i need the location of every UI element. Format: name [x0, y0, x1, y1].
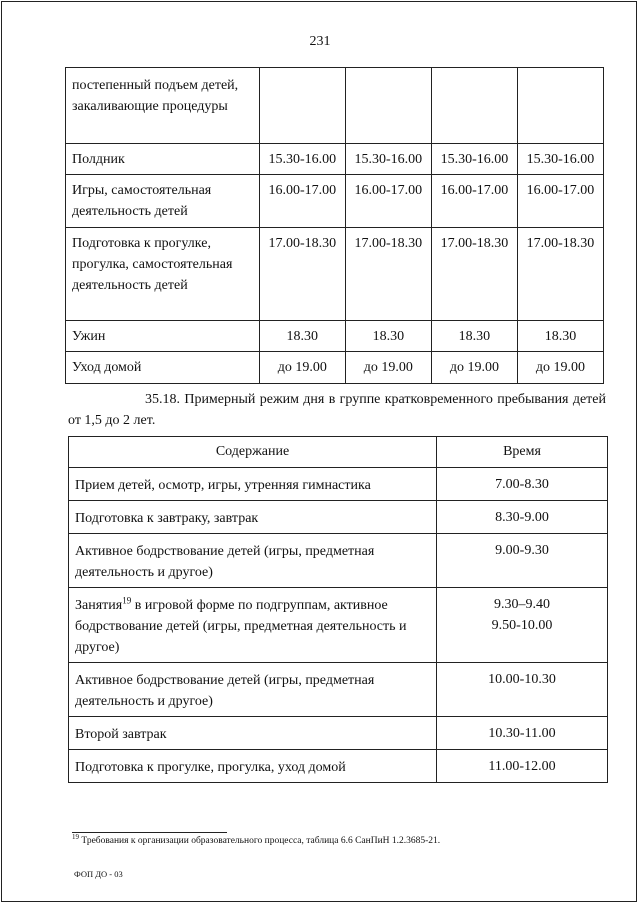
- time-cell: 18.30: [431, 321, 517, 352]
- time-cell: до 19.00: [259, 352, 345, 384]
- time-cell: 17.00-18.30: [345, 228, 431, 321]
- table-header-row: [69, 437, 608, 468]
- section-heading-line-1: 35.18. Примерный режим дня в группе кратковременного пребывания детей: [145, 392, 606, 407]
- time-cell: до 19.00: [517, 352, 603, 384]
- table-row: [66, 321, 604, 352]
- time-cell: 11.00-12.00: [437, 750, 608, 783]
- page-number: 231: [309, 34, 331, 49]
- activity-cell: Подготовка к завтраку, завтрак: [69, 501, 437, 534]
- time-cell: 16.00-17.00: [517, 175, 603, 228]
- time-cell: 18.30: [259, 321, 345, 352]
- activity-cell: Подготовка к прогулке, прогулка, уход домой: [69, 750, 437, 783]
- activity-cell: Активное бодрствование детей (игры, предметная деятельность и другое): [69, 663, 437, 717]
- time-cell: [437, 588, 608, 663]
- table-row: [69, 534, 608, 588]
- table-row: [66, 352, 604, 384]
- schedule-table: [68, 436, 608, 783]
- time-cell: 16.00-17.00: [259, 175, 345, 228]
- document-code: ФОП ДО - 03: [74, 869, 123, 879]
- time-cell: [345, 68, 431, 144]
- footnote-text: Требования к организации образовательного процесса, таблица 6.6 СанПиН 1.2.3685-21.: [79, 836, 441, 846]
- time-cell: 7.00-8.30: [437, 468, 608, 501]
- table-row: [66, 144, 604, 175]
- time-cell: 18.30: [345, 321, 431, 352]
- time-cell: до 19.00: [431, 352, 517, 384]
- footnote-divider: [72, 832, 227, 833]
- time-cell: 8.30-9.00: [437, 501, 608, 534]
- time-cell: [517, 68, 603, 144]
- time-cell: 15.30-16.00: [431, 144, 517, 175]
- table-row: [66, 68, 604, 144]
- table-row: [66, 175, 604, 228]
- time-cell: 10.30-11.00: [437, 717, 608, 750]
- activity-cell: Прием детей, осмотр, игры, утренняя гимнастика: [69, 468, 437, 501]
- table-row: [66, 228, 604, 321]
- time-cell: [259, 68, 345, 144]
- activity-cell: Активное бодрствование детей (игры, предметная деятельность и другое): [69, 534, 437, 588]
- time-cell: 15.30-16.00: [345, 144, 431, 175]
- footnote-marker: 19: [72, 832, 79, 841]
- column-header-time: Время: [437, 437, 608, 468]
- activity-cell: Второй завтрак: [69, 717, 437, 750]
- time-cell: до 19.00: [345, 352, 431, 384]
- time-cell: 15.30-16.00: [259, 144, 345, 175]
- time-cell: 17.00-18.30: [517, 228, 603, 321]
- table-row: [69, 717, 608, 750]
- time-cell: 17.00-18.30: [431, 228, 517, 321]
- table-row: [69, 750, 608, 783]
- time-cell: 16.00-17.00: [345, 175, 431, 228]
- activity-cell: Подготовка к прогулке, прогулка, самостоятельная деятельность детей: [66, 228, 260, 321]
- activity-cell: Полдник: [66, 144, 260, 175]
- footnote-reference: 19: [122, 595, 132, 606]
- table-row: [69, 468, 608, 501]
- time-cell: 15.30-16.00: [517, 144, 603, 175]
- section-heading-line-2: от 1,5 до 2 лет.: [68, 413, 156, 428]
- column-header-content: Содержание: [69, 437, 437, 468]
- activity-cell: [69, 588, 437, 663]
- time-line: 9.30–9.40: [494, 597, 550, 612]
- activity-label: Занятия: [75, 598, 123, 613]
- schedule-table-continued: [65, 67, 604, 384]
- section-heading: [68, 389, 606, 431]
- footnote: [72, 832, 441, 846]
- time-cell: 9.00-9.30: [437, 534, 608, 588]
- activity-label-rest: в игровой форме по подгруппам, активное бодрствование детей (игры, предметная деятельность и другое): [75, 598, 407, 655]
- time-cell: 17.00-18.30: [259, 228, 345, 321]
- activity-cell: Уход домой: [66, 352, 260, 384]
- table-row: [69, 588, 608, 663]
- activity-cell: Ужин: [66, 321, 260, 352]
- time-cell: 10.00-10.30: [437, 663, 608, 717]
- table-row: [69, 501, 608, 534]
- activity-cell: Игры, самостоятельная деятельность детей: [66, 175, 260, 228]
- activity-cell: постепенный подъем детей, закаливающие процедуры: [66, 68, 260, 144]
- time-cell: [431, 68, 517, 144]
- time-cell: 16.00-17.00: [431, 175, 517, 228]
- time-line: 9.50-10.00: [491, 618, 553, 633]
- table-row: [69, 663, 608, 717]
- time-cell: 18.30: [517, 321, 603, 352]
